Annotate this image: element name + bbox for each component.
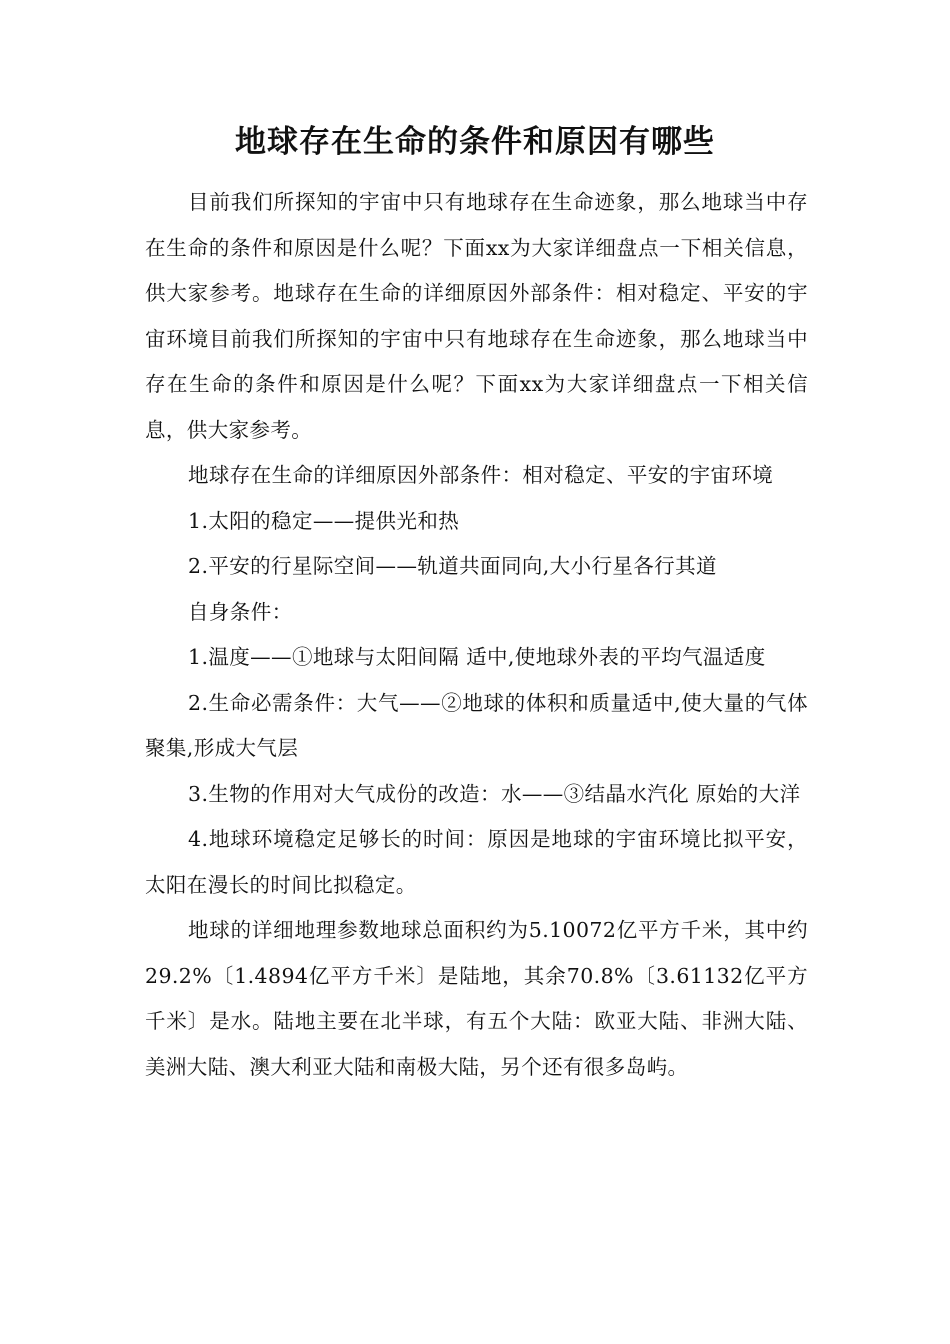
paragraph-water: 3.生物的作用对大气成份的改造：水——③结晶水汽化 原始的大洋	[188, 781, 801, 806]
paragraph-atmosphere: 2.生命必需条件：大气——②地球的体积和质量适中,使大量的气体聚集,形成大气层	[145, 690, 808, 760]
paragraph-stable-environment: 4.地球环境稳定足够长的时间：原因是地球的宇宙环境比拟平安，太阳在漫长的时间比拟稳定。	[145, 827, 808, 897]
paragraph-sun-stability: 1.太阳的稳定——提供光和热	[188, 508, 460, 533]
document-body	[145, 180, 808, 1090]
paragraph-intro: 目前我们所探知的宇宙中只有地球存在生命迹象，那么地球当中存在生命的条件和原因是什么呢？下面xx为大家详细盘点一下相关信息，供大家参考。地球存在生命的详细原因外部条件：相对稳定、平安的宇宙环境目前我们所探知的宇宙中只有地球存在生命迹象，那么地球当中存在生命的条件和原因是什么呢？下面xx为大家详细盘点一下相关信息，供大家参考。	[145, 190, 808, 442]
paragraph-geographic-parameters: 地球的详细地理参数地球总面积约为5.10072亿平方千米，其中约29.2%〔1.4894亿平方千米〕是陆地，其余70.8%〔3.61132亿平方千米〕是水。陆地主要在北半球，有五个大陆：欧亚大陆、非洲大陆、美洲大陆、澳大利亚大陆和南极大陆，另个还有很多岛屿。	[145, 918, 808, 1079]
paragraph-external-conditions: 地球存在生命的详细原因外部条件：相对稳定、平安的宇宙环境	[188, 463, 774, 487]
paragraph-interplanetary-space: 2.平安的行星际空间——轨道共面同向,大小行星各行其道	[188, 554, 717, 578]
paragraph-temperature: 1.温度——①地球与太阳间隔 适中,使地球外表的平均气温适度	[188, 645, 766, 669]
paragraph-self-conditions: 自身条件：	[188, 599, 293, 624]
document-title: 地球存在生命的条件和原因有哪些	[235, 124, 715, 160]
